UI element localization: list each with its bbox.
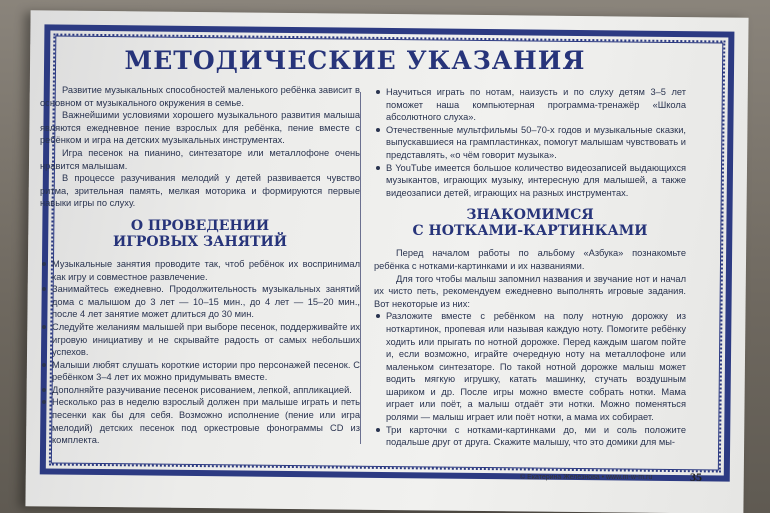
notes-intro-paragraph: Для того чтобы малыш запомнил названия и звучание нот и начал их чисто петь, рекомендуем ежедневно выполнять игровые задания. Вот некоторые из них: (374, 273, 686, 309)
left-column (40, 84, 360, 447)
list-item: Несколько раз в неделю взрослый должен при малыше играть и петь песенки как бы для себя. Возможно исполнение (пение или игра мелодий) детских песенок под оркестровые фонограммы CD из комплекта. (40, 396, 360, 446)
column-divider (360, 92, 361, 444)
list-item: Следуйте желаниям малышей при выборе песенок, поддерживайте их игровую инициативу и не скрывайте радость от самых небольших успехов. (40, 321, 360, 359)
intro-paragraph: Развитие музыкальных способностей маленького ребёнка зависит в основном от музыкального окружения в семье. (40, 85, 360, 108)
page-footer: © Екатерина Железнова • www.m-w-m.ru (520, 474, 653, 481)
games-list (40, 258, 360, 447)
list-item: Занимайтесь ежедневно. Продолжительность музыкальных занятий дома с малышом до 3 лет — 10–15 мин., до 4 лет — 15–20 мин., после 4 лет занятие может длиться до 30 мин. (40, 283, 360, 321)
right-column (374, 86, 686, 449)
list-item: Дополняйте разучивание песенок рисованием, лепкой, аппликацией. (40, 384, 360, 397)
heading-line: О ПРОВЕДЕНИИ (130, 217, 270, 234)
heading-line: ЗНАКОМИМСЯ (466, 207, 594, 224)
intro-paragraph: Игра песенок на пианино, синтезаторе или металлофоне очень нравится малышам. (40, 147, 360, 171)
tasks-list (374, 310, 686, 449)
list-item: Отечественные мультфильмы 50–70-х годов и музыкальные сказки, выпускавшиеся на грампластинках, помогут малышам чувствовать и представлять, «о чём говорит музыка». (374, 124, 686, 162)
heading-line: С НОТКАМИ-КАРТИНКАМИ (412, 223, 648, 240)
heading-line: ИГРОВЫХ ЗАНЯТИЙ (113, 233, 287, 250)
list-item: Разложите вместе с ребёнком на полу нотную дорожку из ноткартинок, пропевая или называя каждую ноту. Помогите ребёнку ходить или прыгать по нотной дорожке. Перед каждым шагом пойте и, если возможно, играйте очередную ноту на металлофоне или маленьком синтезаторе. По такой нотной дорожке малыш может водить мягкую игрушку, катать машинку, стучать воздушным шариком и др. После игры можно вместе собрать нотки. Мама играет или поёт, а малыш отдаёт эти нотки. Можно поменяться ролями — малыш играет или поёт нотки, а мама их собирает. (374, 310, 686, 423)
list-item: Три карточки с нотками-картинками до, ми и соль положите подальше друг от друга. Скажите малышу, что это домики для мы- (374, 424, 686, 449)
list-item: Малыши любят слушать короткие истории про персонажей песенок. С ребёнком 3–4 лет их можно придумывать вместе. (40, 359, 360, 384)
page-number: 35 (690, 470, 702, 484)
section-heading-games (40, 218, 360, 250)
section-heading-notes (374, 207, 686, 239)
intro-paragraph: В процессе разучивания мелодий у детей развивается чувство ритма, зрительная память, мелкая моторика и формируются первые навыки игры по слуху. (40, 173, 360, 209)
list-item: В YouTube имеется большое количество видеозаписей выдающихся музыкантов, играющих музыку, интересную для малышей, а также видеозаписи детей, играющих на разных инструментах. (374, 162, 686, 200)
notes-intro-paragraph: Перед началом работы по альбому «Азбука» познакомьте ребёнка с нотками-картинками и их названиями. (374, 248, 686, 271)
list-item: Музыкальные занятия проводите так, чтоб ребёнок их воспринимал как игру и совместное развлечение. (40, 258, 360, 283)
resources-list (374, 86, 686, 199)
intro-paragraph: Важнейшими условиями хорошего музыкального развития малыша являются ежедневное пение взрослых для ребёнка, пение вместе с ребёнком и игра на детских музыкальных инструментах. (40, 110, 360, 146)
list-item: Научиться играть по нотам, наизусть и по слуху детям 3–5 лет поможет наша компьютерная программа-тренажёр «Школа абсолютного слуха». (374, 86, 686, 124)
page-title: МЕТОДИЧЕСКИЕ УКАЗАНИЯ (124, 46, 586, 75)
